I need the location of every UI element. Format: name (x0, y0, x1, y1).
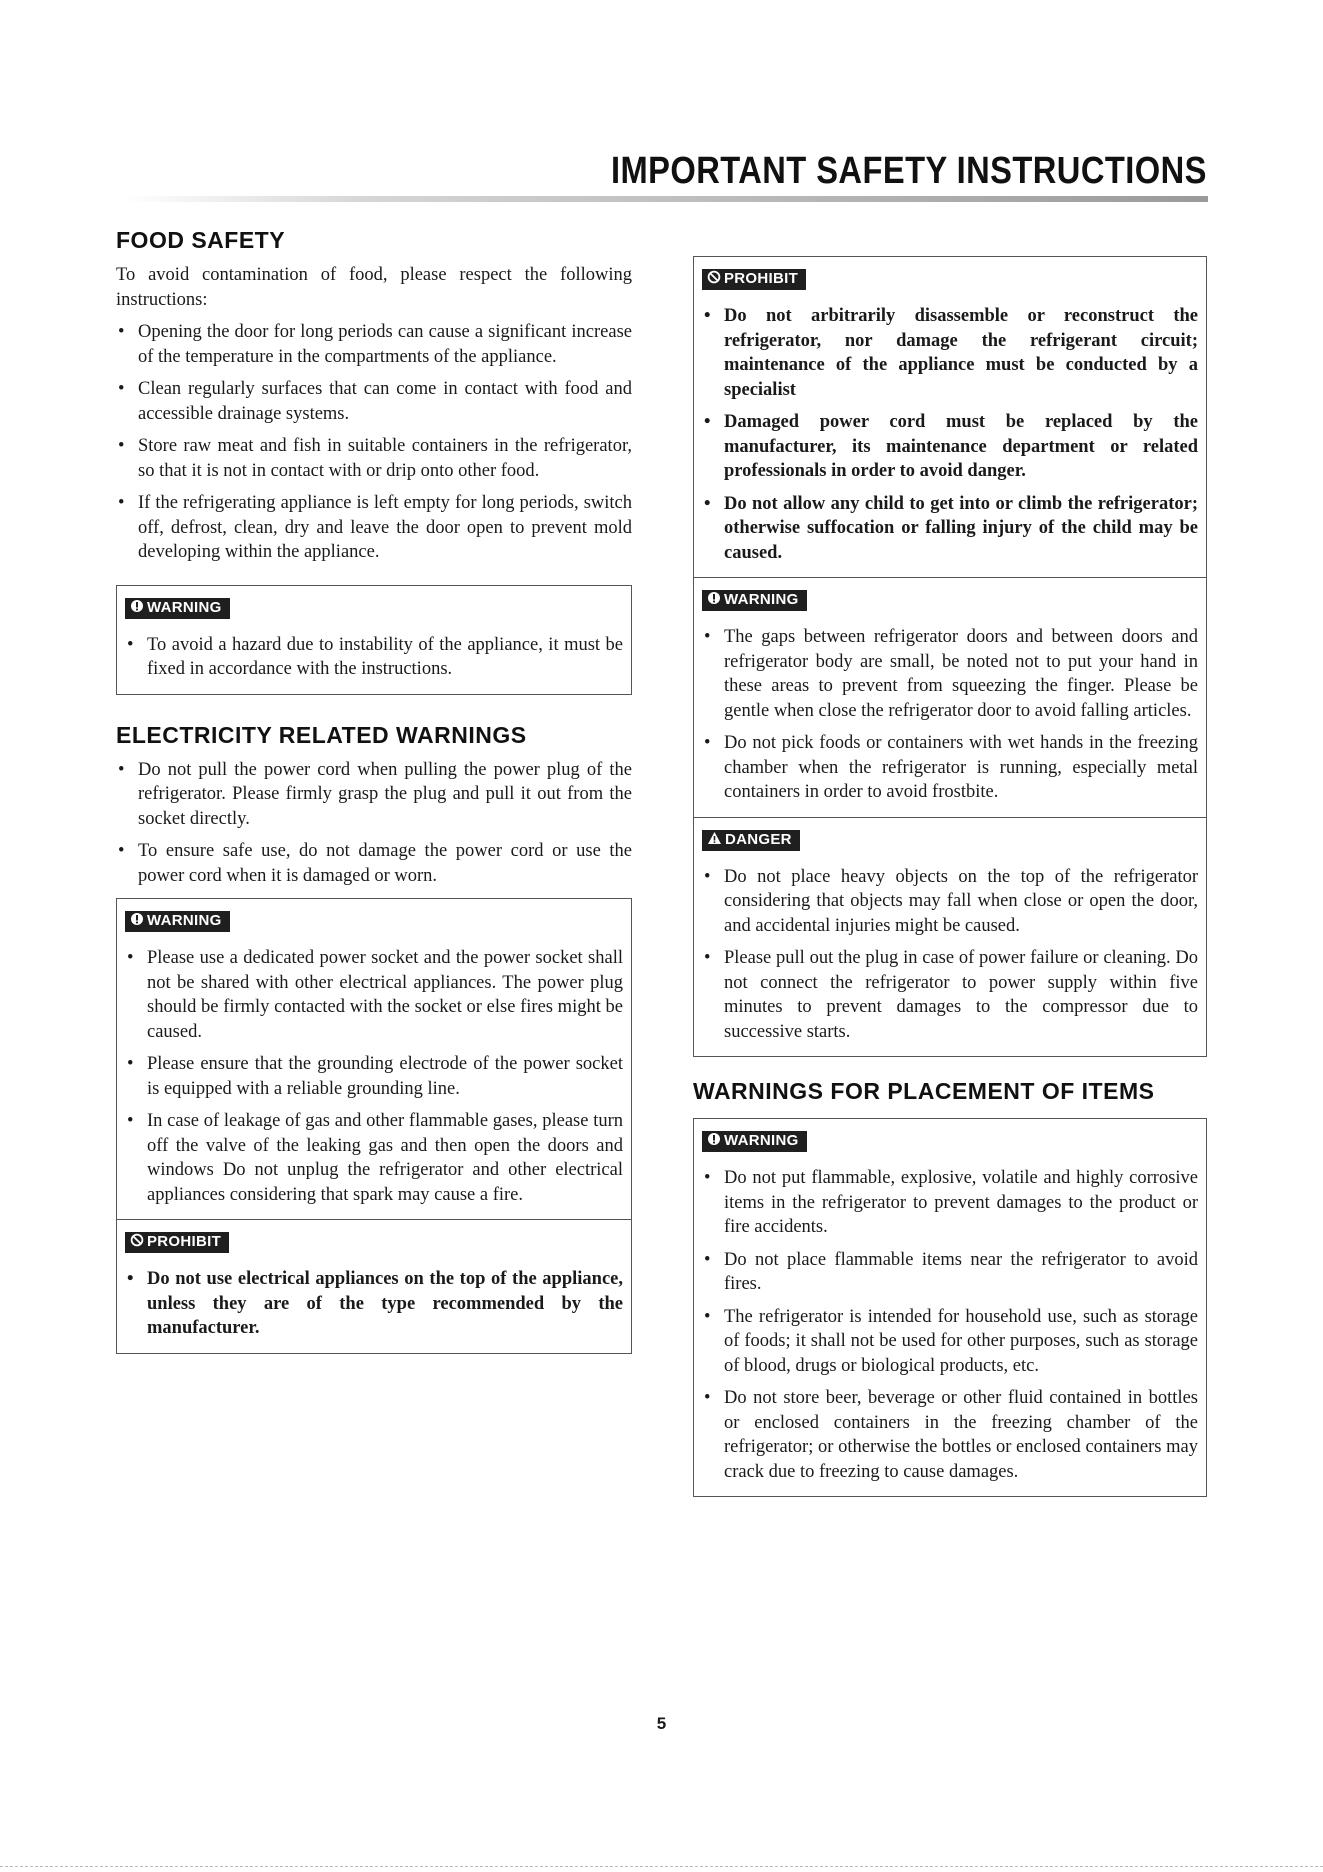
bottom-dashed-line (0, 1866, 1323, 1867)
warning-label (125, 911, 230, 932)
food-safety-heading: FOOD SAFETY (116, 227, 286, 253)
warning-list (702, 625, 1198, 805)
exclamation-circle-icon (707, 1132, 721, 1152)
prohibit-icon (707, 270, 721, 290)
list-item: • Please ensure that the grounding electrode of the power socket is equipped with a reliable grounding line. (125, 1052, 623, 1101)
list-item: • Do not arbitrarily disassemble or reconstruct the refrigerator, nor damage the refrigerant circuit; maintenance of the appliance must be conducted by a specialist (702, 304, 1198, 402)
list-item: • Please use a dedicated power socket and the power socket shall not be shared with other electrical appliances. The power plug should be firmly contacted with the socket or else fires might be caused. (125, 946, 623, 1044)
exclamation-circle-icon (130, 912, 144, 932)
right-column (693, 256, 1207, 1497)
warning-section (694, 577, 1206, 817)
list-item: • Do not allow any child to get into or climb the refrigerator; otherwise suffocation or falling injury of the child may be caused. (702, 492, 1198, 566)
list-item: • Store raw meat and fish in suitable containers in the refrigerator, so that it is not in contact with or drip onto other food. (116, 434, 632, 483)
warning-label (702, 590, 807, 611)
right-safety-box (693, 256, 1207, 1057)
warning-label-text: WARNING (147, 912, 222, 929)
warning-list (125, 946, 623, 1207)
electricity-list (116, 758, 632, 889)
list-item: • Do not place flammable items near the refrigerator to avoid fires. (702, 1248, 1198, 1297)
danger-section (694, 817, 1206, 1057)
placement-warning-box (693, 1118, 1207, 1497)
prohibit-section (117, 1219, 631, 1353)
list-item: • Do not use electrical appliances on the top of the appliance, unless they are of the type recommended by the manufacturer. (125, 1267, 623, 1341)
placement-heading: WARNINGS FOR PLACEMENT OF ITEMS (693, 1078, 1155, 1104)
exclamation-circle-icon (707, 591, 721, 611)
list-item: • The gaps between refrigerator doors and between doors and refrigerator body are small, be noted not to put your hand in these areas to prevent from squeezing the finger. Please be gentle when close the refrigerator door to avoid falling articles. (702, 625, 1198, 723)
danger-list (702, 865, 1198, 1045)
warning-label-text: WARNING (724, 1132, 799, 1149)
warning-label (702, 1131, 807, 1152)
list-item: • If the refrigerating appliance is left empty for long periods, switch off, defrost, clean, dry and leave the door open to prevent mold developing within the appliance. (116, 491, 632, 565)
prohibit-label (702, 269, 806, 290)
list-item: • Clean regularly surfaces that can come in contact with food and accessible drainage systems. (116, 377, 632, 426)
warning-label-text: WARNING (724, 591, 799, 608)
title-rule (124, 196, 1208, 202)
warning-section (694, 1119, 1206, 1496)
list-item: • To avoid a hazard due to instability of the appliance, it must be fixed in accordance with the instructions. (125, 633, 623, 682)
list-item: • Please pull out the plug in case of power failure or cleaning. Do not connect the refrigerator to power supply within five minutes to prevent damages to the compressor due to successive starts. (702, 946, 1198, 1044)
prohibit-list (125, 1267, 623, 1341)
danger-label (702, 830, 800, 851)
list-item: • Damaged power cord must be replaced by the manufacturer, its maintenance department or related professionals in order to avoid danger. (702, 410, 1198, 484)
left-column (116, 226, 632, 1354)
prohibit-list (702, 304, 1198, 565)
warning-label-text: WARNING (147, 598, 222, 616)
prohibit-section (694, 257, 1206, 577)
list-item: • Opening the door for long periods can cause a significant increase of the temperature in the compartments of the appliance. (116, 320, 632, 369)
food-safety-warning-box (116, 585, 632, 695)
food-safety-intro: To avoid contamination of food, please respect the following instructions: (116, 265, 632, 310)
list-item: • Do not pull the power cord when pulling the power plug of the refrigerator. Please firmly grasp the plug and pull it out from the socket directly. (116, 758, 632, 832)
prohibit-label (125, 1232, 229, 1253)
page-title: IMPORTANT SAFETY INSTRUCTIONS (611, 150, 1207, 192)
list-item: • Do not place heavy objects on the top of the refrigerator considering that objects may fall when close or open the door, and accidental injuries might be caused. (702, 865, 1198, 939)
list-item: • To ensure safe use, do not damage the power cord or use the power cord when it is damaged or worn. (116, 839, 632, 888)
prohibit-label-text: PROHIBIT (147, 1233, 222, 1250)
exclamation-circle-icon (130, 599, 144, 619)
warning-section (117, 586, 631, 694)
electricity-heading: ELECTRICITY RELATED WARNINGS (116, 721, 527, 748)
warning-triangle-icon (707, 831, 722, 851)
prohibit-label-text: PROHIBIT (724, 270, 799, 287)
electricity-box (116, 898, 632, 1354)
warning-section (117, 899, 631, 1219)
list-item: • Do not store beer, beverage or other fluid contained in bottles or enclosed containers in the freezing chamber of the refrigerator; or otherwise the bottles or enclosed containers may crack due to freezing to cause damages. (702, 1386, 1198, 1484)
list-item: • The refrigerator is intended for household use, such as storage of foods; it shall not be used for other purposes, such as storage of blood, drugs or biological products, etc. (702, 1305, 1198, 1379)
food-safety-list (116, 320, 632, 565)
warning-list (125, 633, 623, 682)
list-item: • In case of leakage of gas and other flammable gases, please turn off the valve of the leaking gas and then open the doors and windows Do not unplug the refrigerator and other electrical appliances considering that spark may cause a fire. (125, 1109, 623, 1207)
warning-label (125, 598, 230, 619)
list-item: • Do not put flammable, explosive, volatile and highly corrosive items in the refrigerator to prevent damages to the product or fire accidents. (702, 1166, 1198, 1240)
page-number: 5 (656, 1714, 667, 1733)
list-item: • Do not pick foods or containers with wet hands in the freezing chamber when the refrigerator is running, especially metal containers in order to avoid frostbite. (702, 731, 1198, 805)
warning-list (702, 1166, 1198, 1484)
prohibit-icon (130, 1233, 144, 1253)
danger-label-text: DANGER (725, 830, 792, 848)
